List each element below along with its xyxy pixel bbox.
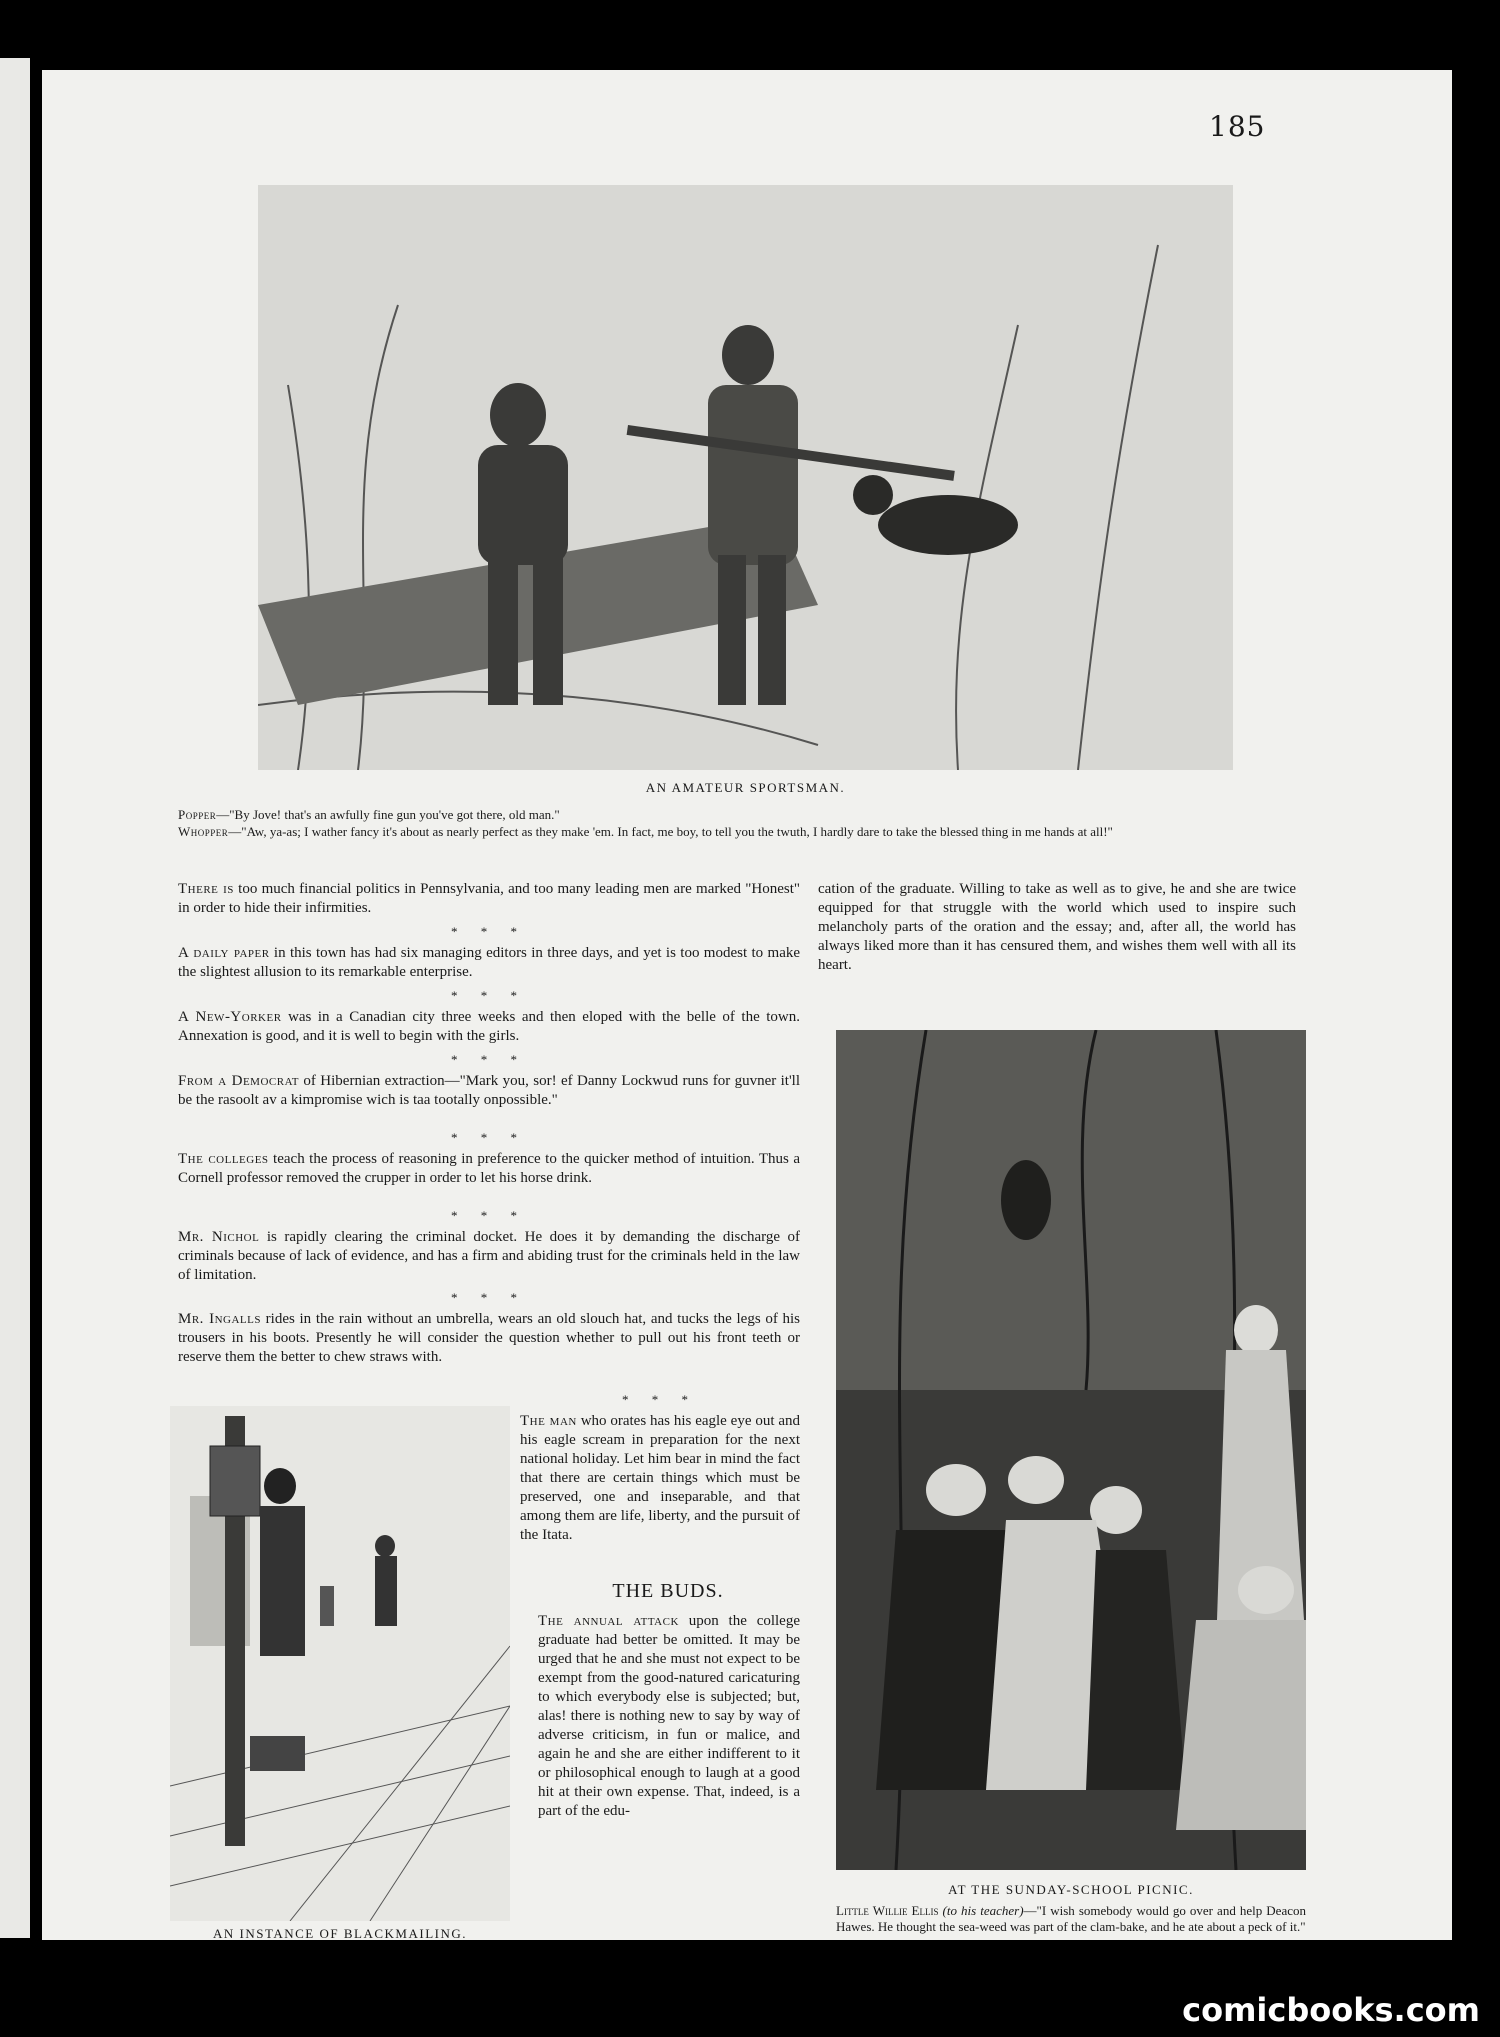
paragraph-text: is rapidly clearing the criminal docket. He does it by demanding the discharge of criminals because of lack of evidence, and has a firm and abiding trust for the criminals held in the law of limitation. — [178, 1229, 801, 1283]
page-number: 185 — [1209, 110, 1266, 143]
separator-stars: * * * — [451, 924, 527, 939]
paragraph-daily-paper — [178, 944, 800, 982]
popper-text: —"By Jove! that's an awfully fine gun you've got there, old man." — [216, 807, 560, 822]
buds-paragraph — [538, 1612, 800, 1821]
popper-speaker: Popper — [178, 807, 217, 822]
lead-words: There is — [178, 881, 234, 897]
buds-continuation: cation of the graduate. Willing to take as well as to give, he and she are twice equipped for that struggle with the world which used to inspire such melancholy parts of the oration and the essay; and, after all, the world has always liked more than it has censured them, and wishes them well with all its heart. — [818, 881, 1296, 973]
lead-words: A New-Yorker — [178, 1009, 282, 1025]
separator-stars: * * * — [451, 988, 527, 1003]
picnic-aside: (to his teacher) — [942, 1903, 1024, 1918]
blackmailing-illustration — [170, 1406, 510, 1921]
lead-words: The annual attack — [538, 1613, 679, 1629]
lead-words: Mr. Nichol — [178, 1229, 260, 1245]
lead-words: The colleges — [178, 1151, 269, 1167]
separator-stars: * * * — [451, 1290, 527, 1305]
sportsman-illustration — [258, 185, 1233, 770]
paragraph-ingalls — [178, 1310, 800, 1367]
paragraph-new-yorker — [178, 1008, 800, 1046]
buds-heading: THE BUDS. — [612, 1580, 724, 1602]
picnic-illustration — [836, 1030, 1306, 1870]
paragraph-text: upon the college graduate had better be omitted. It may be urged that he and she must not expect to be exempt from the good-natured caricaturing to which everybody else is subjected; but, alas! there is nothing new to say by way of adverse criticism, in fun or malice, and again he and she are either indifferent to it or philosophical enough to laugh at a good hit at their own expense. That, indeed, is a part of the edu- — [538, 1613, 800, 1819]
separator-stars: * * * — [622, 1392, 698, 1407]
lead-words: The man — [520, 1413, 577, 1429]
picnic-caption-title: AT THE SUNDAY-SCHOOL PICNIC. — [948, 1882, 1194, 1897]
picnic-dialogue — [836, 1903, 1306, 1935]
picnic-speaker: Little Willie Ellis — [836, 1903, 939, 1918]
picnic-text: —"I wish somebody would go over and help Deacon Hawes. He thought the sea-weed was part of the clam-bake, and he ate about a peck of it." — [836, 1903, 1306, 1934]
whopper-text: —"Aw, ya-as; I wather fancy it's about as nearly perfect as they make 'em. In fact, me boy, to tell you the twuth, I hardly dare to take the blessed thing in me hands at all!" — [228, 824, 1113, 839]
lead-words: A daily paper — [178, 945, 270, 961]
paragraph-text: rides in the rain without an umbrella, wears an old slouch hat, and tucks the legs of his trousers in his boots. Presently he will consider the question whether to pull out his front teeth or reserve them the better to chew straws with. — [178, 1311, 800, 1365]
paragraph-colleges — [178, 1150, 800, 1188]
blackmailing-caption: AN INSTANCE OF BLACKMAILING. — [212, 1926, 467, 1941]
paragraph-pennsylvania — [178, 880, 800, 918]
paragraph-text: too much financial politics in Pennsylvania, and too many leading men are marked "Honest" in order to hide their infirmities. — [178, 881, 800, 916]
lead-words: Mr. Ingalls — [178, 1311, 261, 1327]
separator-stars: * * * — [451, 1052, 527, 1067]
popper-dialogue — [178, 806, 1298, 823]
whopper-dialogue — [178, 823, 1298, 840]
paragraph-text: was in a Canadian city three weeks and then eloped with the belle of the town. Annexation is good, and it is well to begin with the girls. — [178, 1009, 800, 1044]
watermark-logo: comicbooks.com — [1182, 1991, 1480, 2029]
sportsman-caption-title: AN AMATEUR SPORTSMAN. — [645, 780, 846, 795]
lead-words: From a Democrat — [178, 1073, 300, 1089]
paragraph-democrat — [178, 1072, 800, 1110]
whopper-speaker: Whopper — [178, 824, 229, 839]
separator-stars: * * * — [451, 1130, 527, 1145]
paragraph-text: in this town has had six managing editors in three days, and yet is too modest to make the slightest allusion to its remarkable enterprise. — [178, 945, 801, 980]
paragraph-text: teach the process of reasoning in preference to the quicker method of intuition. Thus a Cornell professor removed the crupper in order to let his horse drink. — [178, 1151, 801, 1186]
separator-stars: * * * — [451, 1208, 527, 1223]
paragraph-orator — [520, 1412, 800, 1545]
paragraph-text: of Hibernian extraction—"Mark you, sor! ef Danny Lockwud runs for guvner it'll be the rasoolt av a kimpromise wich is taa tootally onpossible." — [178, 1073, 800, 1108]
paragraph-nichol — [178, 1228, 800, 1285]
paragraph-text: who orates has his eagle eye out and his eagle scream in preparation for the next national holiday. Let him bear in mind the fact that there are certain things which must be preserved, one and inseparable, and that among them are life, liberty, and the pursuit of the Itata. — [520, 1413, 800, 1543]
